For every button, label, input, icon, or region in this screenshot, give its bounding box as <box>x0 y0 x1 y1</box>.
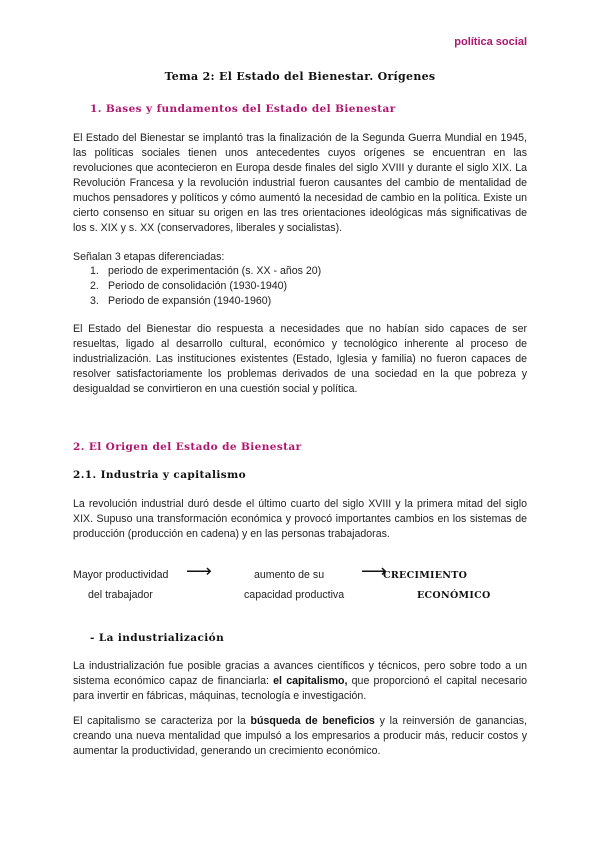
subsection-2-1-heading: 2.1. Industria y capitalismo <box>73 469 246 481</box>
section2-paragraph1: La revolución industrial duró desde el último cuarto del siglo XVIII y la primera mitad del siglo XIX. Supuso una transformación económica y provocó importantes cambios en los sistemas de producción (producción en cadena) y en las personas trabajadoras. <box>73 498 527 540</box>
page-title: Tema 2: El Estado del Bienestar. Orígenes <box>164 70 436 83</box>
section1-heading: 1. Bases y fundamentos del Estado del Bienestar <box>90 103 396 115</box>
list-item: 1. periodo de experimentación (s. XX - años 20) <box>90 265 322 277</box>
flow-col3-line2: ECONÓMICO <box>417 590 491 601</box>
arrow-right-icon: ⟶ <box>361 561 387 581</box>
flow-col2-line2: capacidad productiva <box>244 589 345 601</box>
list-item: 3. Periodo de expansión (1940-1960) <box>90 295 272 307</box>
section2-heading: 2. El Origen del Estado de Bienestar <box>73 441 302 453</box>
arrow-right-icon: ⟶ <box>186 561 212 581</box>
section1-paragraph2: El Estado del Bienestar dio respuesta a necesidades que no habían sido capaces de ser resueltas, ligado al desarrollo cultural, económico y tecnológico inherente al proceso de industrialización. Las instituciones existentes (Estado, Iglesia y familia) no fueron capaces de resolver satisfactoriamente los problemas derivados de una sociedad en la que pobreza y desigualdad se convirtieron en una cuestión social y política. <box>73 323 527 395</box>
stages-intro: Señalan 3 etapas diferenciadas: <box>73 251 225 263</box>
list-item: 2. Periodo de consolidación (1930-1940) <box>90 280 288 292</box>
section2-paragraph3: El capitalismo se caracteriza por la búsqueda de beneficios y la reinversión de ganancias, creando una nueva mentalidad que impulsó a los empresarios a producir más, reducir costos y aumentar la productividad, generando un crecimiento económico. <box>73 715 527 757</box>
flow-col1-line1: Mayor productividad <box>73 569 169 581</box>
section2-paragraph2: La industrialización fue posible gracias a avances científicos y técnicos, pero sobre todo a un sistema económico capaz de financiarla: el capitalismo, que proporcionó el capital necesario para invertir en fábricas, máquinas, tecnología e investigación. <box>73 660 527 702</box>
header-tag: política social <box>454 36 527 48</box>
stages-list <box>90 264 321 309</box>
flow-col2-line1: aumento de su <box>254 569 325 581</box>
industrializacion-heading: - La industrialización <box>90 632 225 644</box>
flow-col1-line2: del trabajador <box>88 589 153 601</box>
section1-paragraph1: El Estado del Bienestar se implantó tras la finalización de la Segunda Guerra Mundial en 1945, las políticas sociales tienen unos antecedentes cuyos orígenes se encuentran en las revoluciones que acontecieron en Europa desde finales del siglo XVIII y durante el siglo XIX. La Revolución Francesa y la revolución industrial fueron causantes del cambio de mentalidad de muchos pensadores y políticos y cómo aumentó la necesidad de cambio en la política. Existe un cierto consenso en situar su origen en las tres orientaciones ideológicas más significativas de los s. XIX y s. XX (conservadores, liberales y socialistas). <box>73 132 527 234</box>
flow-col3-line1: CRECIMIENTO <box>383 570 468 581</box>
